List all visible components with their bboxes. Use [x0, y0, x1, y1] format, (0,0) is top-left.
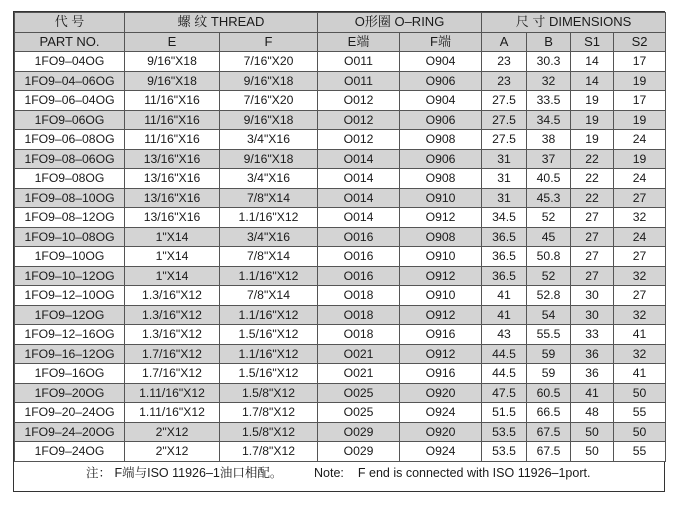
- cell-oring-f: O912: [400, 266, 482, 286]
- header-thread-e: E: [125, 32, 220, 52]
- cell-oring-f: O924: [400, 442, 482, 462]
- cell-oring-e: O025: [318, 383, 400, 403]
- table-row: [15, 325, 666, 345]
- cell-oring-f: O908: [400, 130, 482, 150]
- cell-thread-e: 13/16"X16: [125, 149, 220, 169]
- cell-thread-f: 1.5/16"X12: [220, 364, 318, 384]
- cell-part-no: 1FO9–04OG: [15, 52, 125, 72]
- cell-dim-s1: 14: [571, 71, 614, 91]
- table-row: [15, 266, 666, 286]
- cell-dim-b: 33.5: [527, 91, 571, 111]
- cell-part-no: 1FO9–08–12OG: [15, 208, 125, 228]
- cell-thread-f: 7/16"X20: [220, 52, 318, 72]
- cell-part-no: 1FO9–16OG: [15, 364, 125, 384]
- cell-dim-a: 36.5: [482, 227, 527, 247]
- cell-dim-b: 59: [527, 364, 571, 384]
- cell-dim-a: 36.5: [482, 247, 527, 267]
- cell-oring-f: O908: [400, 169, 482, 189]
- cell-thread-f: 7/16"X20: [220, 91, 318, 111]
- cell-dim-a: 44.5: [482, 364, 527, 384]
- cell-thread-f: 1.1/16"X12: [220, 266, 318, 286]
- cell-thread-e: 1.3/16"X12: [125, 325, 220, 345]
- cell-dim-b: 50.8: [527, 247, 571, 267]
- cell-thread-f: 1.1/16"X12: [220, 344, 318, 364]
- cell-oring-f: O906: [400, 71, 482, 91]
- cell-oring-e: O021: [318, 364, 400, 384]
- table-header: [15, 13, 666, 52]
- cell-thread-f: 1.5/16"X12: [220, 325, 318, 345]
- cell-dim-b: 45.3: [527, 188, 571, 208]
- cell-dim-b: 54: [527, 305, 571, 325]
- cell-thread-f: 1.7/8"X12: [220, 403, 318, 423]
- cell-part-no: 1FO9–12OG: [15, 305, 125, 325]
- table-body: [15, 52, 666, 462]
- cell-dim-a: 27.5: [482, 110, 527, 130]
- cell-oring-f: O916: [400, 325, 482, 345]
- cell-oring-f: O904: [400, 91, 482, 111]
- cell-dim-a: 23: [482, 52, 527, 72]
- cell-dim-a: 31: [482, 169, 527, 189]
- cell-dim-a: 31: [482, 149, 527, 169]
- cell-thread-f: 1.5/8"X12: [220, 383, 318, 403]
- header-part-no: PART NO.: [15, 32, 125, 52]
- cell-thread-f: 7/8"X14: [220, 188, 318, 208]
- cell-part-no: 1FO9–10–08OG: [15, 227, 125, 247]
- header-row-2: [15, 32, 666, 52]
- cell-dim-s1: 48: [571, 403, 614, 423]
- cell-thread-f: 7/8"X14: [220, 247, 318, 267]
- footnote-chinese: 注： F端与ISO 11926–1油口相配。: [86, 466, 283, 480]
- table-row: [15, 305, 666, 325]
- cell-dim-s1: 27: [571, 227, 614, 247]
- cell-dim-s2: 19: [614, 149, 666, 169]
- cell-dim-a: 53.5: [482, 442, 527, 462]
- cell-dim-s1: 22: [571, 149, 614, 169]
- cell-thread-e: 13/16"X16: [125, 188, 220, 208]
- header-dim-s1: S1: [571, 32, 614, 52]
- cell-dim-s1: 19: [571, 130, 614, 150]
- cell-thread-f: 3/4"X16: [220, 130, 318, 150]
- cell-thread-f: 1.1/16"X12: [220, 208, 318, 228]
- cell-part-no: 1FO9–08–10OG: [15, 188, 125, 208]
- cell-dim-b: 37: [527, 149, 571, 169]
- cell-dim-b: 66.5: [527, 403, 571, 423]
- cell-dim-s2: 24: [614, 169, 666, 189]
- cell-dim-s1: 41: [571, 383, 614, 403]
- header-dim-s2: S2: [614, 32, 666, 52]
- cell-part-no: 1FO9–08OG: [15, 169, 125, 189]
- cell-oring-f: O904: [400, 52, 482, 72]
- header-dimensions: 尺 寸 DIMENSIONS: [482, 13, 666, 33]
- cell-part-no: 1FO9–08–06OG: [15, 149, 125, 169]
- cell-thread-e: 1.3/16"X12: [125, 305, 220, 325]
- cell-oring-f: O912: [400, 344, 482, 364]
- cell-dim-b: 32: [527, 71, 571, 91]
- cell-dim-a: 53.5: [482, 422, 527, 442]
- cell-dim-s2: 32: [614, 344, 666, 364]
- table-row: [15, 344, 666, 364]
- cell-dim-b: 30.3: [527, 52, 571, 72]
- cell-dim-a: 51.5: [482, 403, 527, 423]
- cell-dim-s2: 50: [614, 422, 666, 442]
- cell-thread-f: 3/4"X16: [220, 227, 318, 247]
- cell-thread-f: 1.5/8"X12: [220, 422, 318, 442]
- cell-thread-e: 11/16"X16: [125, 91, 220, 111]
- header-row-1: [15, 13, 666, 33]
- cell-oring-f: O910: [400, 247, 482, 267]
- cell-dim-s2: 27: [614, 286, 666, 306]
- cell-dim-s2: 19: [614, 71, 666, 91]
- table-row: [15, 169, 666, 189]
- cell-dim-s1: 27: [571, 247, 614, 267]
- cell-part-no: 1FO9–12–16OG: [15, 325, 125, 345]
- cell-dim-b: 52: [527, 266, 571, 286]
- cell-dim-s1: 27: [571, 208, 614, 228]
- table-row: [15, 149, 666, 169]
- cell-thread-e: 11/16"X16: [125, 110, 220, 130]
- cell-dim-b: 52: [527, 208, 571, 228]
- header-oring-e: E端: [318, 32, 400, 52]
- cell-dim-b: 67.5: [527, 422, 571, 442]
- cell-dim-s2: 24: [614, 130, 666, 150]
- cell-dim-s2: 41: [614, 364, 666, 384]
- cell-dim-a: 41: [482, 305, 527, 325]
- cell-part-no: 1FO9–06OG: [15, 110, 125, 130]
- cell-dim-a: 31: [482, 188, 527, 208]
- cell-thread-e: 13/16"X16: [125, 208, 220, 228]
- header-oring: O形圈 O–RING: [318, 13, 482, 33]
- cell-dim-s1: 30: [571, 286, 614, 306]
- header-part-code: 代 号: [15, 13, 125, 33]
- cell-thread-e: 2"X12: [125, 422, 220, 442]
- cell-oring-e: O011: [318, 52, 400, 72]
- cell-part-no: 1FO9–06–08OG: [15, 130, 125, 150]
- cell-dim-s1: 19: [571, 110, 614, 130]
- cell-dim-s1: 30: [571, 305, 614, 325]
- cell-dim-s2: 17: [614, 91, 666, 111]
- cell-dim-a: 27.5: [482, 91, 527, 111]
- cell-oring-e: O021: [318, 344, 400, 364]
- cell-dim-b: 67.5: [527, 442, 571, 462]
- cell-oring-f: O910: [400, 286, 482, 306]
- cell-oring-e: O011: [318, 71, 400, 91]
- header-oring-f: F端: [400, 32, 482, 52]
- footnote-text: F end is connected with ISO 11926–1port.: [357, 466, 591, 480]
- cell-dim-s1: 22: [571, 188, 614, 208]
- cell-part-no: 1FO9–10OG: [15, 247, 125, 267]
- cell-oring-f: O906: [400, 149, 482, 169]
- cell-dim-s2: 24: [614, 227, 666, 247]
- table-row: [15, 188, 666, 208]
- cell-dim-a: 43: [482, 325, 527, 345]
- cell-oring-e: O014: [318, 188, 400, 208]
- table-row: [15, 52, 666, 72]
- table-row: [15, 364, 666, 384]
- cell-thread-e: 9/16"X18: [125, 52, 220, 72]
- cell-dim-b: 40.5: [527, 169, 571, 189]
- cell-thread-e: 1.11/16"X12: [125, 403, 220, 423]
- cell-thread-e: 13/16"X16: [125, 169, 220, 189]
- cell-dim-a: 41: [482, 286, 527, 306]
- cell-oring-e: O029: [318, 442, 400, 462]
- table-row: [15, 247, 666, 267]
- cell-dim-s2: 27: [614, 188, 666, 208]
- cell-oring-e: O025: [318, 403, 400, 423]
- cell-dim-a: 23: [482, 71, 527, 91]
- cell-thread-e: 1.3/16"X12: [125, 286, 220, 306]
- cell-oring-f: O924: [400, 403, 482, 423]
- cell-dim-b: 34.5: [527, 110, 571, 130]
- cell-thread-e: 1.7/16"X12: [125, 344, 220, 364]
- cell-thread-f: 1.1/16"X12: [220, 305, 318, 325]
- cell-dim-s2: 41: [614, 325, 666, 345]
- cell-dim-b: 52.8: [527, 286, 571, 306]
- cell-dim-s2: 27: [614, 247, 666, 267]
- cell-thread-e: 9/16"X18: [125, 71, 220, 91]
- cell-part-no: 1FO9–24–20OG: [15, 422, 125, 442]
- cell-oring-e: O018: [318, 305, 400, 325]
- cell-dim-s1: 50: [571, 442, 614, 462]
- cell-thread-e: 1"X14: [125, 247, 220, 267]
- cell-part-no: 1FO9–12–10OG: [15, 286, 125, 306]
- table-row: [15, 110, 666, 130]
- cell-thread-f: 9/16"X18: [220, 110, 318, 130]
- cell-dim-a: 27.5: [482, 130, 527, 150]
- header-dim-b: B: [527, 32, 571, 52]
- footnote-english: [314, 455, 590, 491]
- cell-dim-b: 38: [527, 130, 571, 150]
- cell-oring-f: O908: [400, 227, 482, 247]
- cell-dim-s1: 22: [571, 169, 614, 189]
- cell-oring-e: O014: [318, 208, 400, 228]
- cell-thread-f: 3/4"X16: [220, 169, 318, 189]
- cell-dim-s1: 27: [571, 266, 614, 286]
- cell-oring-f: O912: [400, 208, 482, 228]
- cell-part-no: 1FO9–04–06OG: [15, 71, 125, 91]
- footnote: [14, 455, 665, 491]
- table-row: [15, 227, 666, 247]
- cell-thread-f: 9/16"X18: [220, 149, 318, 169]
- cell-dim-a: 36.5: [482, 266, 527, 286]
- cell-oring-e: O029: [318, 422, 400, 442]
- cell-thread-f: 7/8"X14: [220, 286, 318, 306]
- cell-dim-s1: 33: [571, 325, 614, 345]
- cell-dim-a: 34.5: [482, 208, 527, 228]
- table-row: [15, 208, 666, 228]
- cell-thread-e: 1"X14: [125, 266, 220, 286]
- cell-oring-f: O906: [400, 110, 482, 130]
- cell-part-no: 1FO9–06–04OG: [15, 91, 125, 111]
- cell-oring-f: O920: [400, 422, 482, 442]
- cell-dim-b: 55.5: [527, 325, 571, 345]
- cell-oring-e: O016: [318, 247, 400, 267]
- table-row: [15, 383, 666, 403]
- cell-thread-f: 9/16"X18: [220, 71, 318, 91]
- header-thread: 螺 纹 THREAD: [125, 13, 318, 33]
- table-row: [15, 71, 666, 91]
- cell-dim-s1: 50: [571, 422, 614, 442]
- cell-part-no: 1FO9–10–12OG: [15, 266, 125, 286]
- cell-thread-e: 2"X12: [125, 442, 220, 462]
- cell-thread-e: 11/16"X16: [125, 130, 220, 150]
- cell-dim-s2: 19: [614, 110, 666, 130]
- cell-dim-s2: 32: [614, 305, 666, 325]
- cell-oring-e: O016: [318, 227, 400, 247]
- cell-dim-s1: 19: [571, 91, 614, 111]
- cell-oring-f: O910: [400, 188, 482, 208]
- cell-thread-e: 1.7/16"X12: [125, 364, 220, 384]
- cell-oring-e: O014: [318, 169, 400, 189]
- cell-dim-b: 45: [527, 227, 571, 247]
- cell-dim-s1: 36: [571, 364, 614, 384]
- cell-dim-s2: 55: [614, 403, 666, 423]
- cell-oring-e: O018: [318, 286, 400, 306]
- table-row: [15, 403, 666, 423]
- cell-dim-a: 47.5: [482, 383, 527, 403]
- cell-oring-e: O012: [318, 110, 400, 130]
- table-row: [15, 422, 666, 442]
- cell-thread-f: 1.7/8"X12: [220, 442, 318, 462]
- cell-thread-e: 1"X14: [125, 227, 220, 247]
- cell-part-no: 1FO9–20–24OG: [15, 403, 125, 423]
- cell-dim-s1: 14: [571, 52, 614, 72]
- cell-dim-s2: 55: [614, 442, 666, 462]
- cell-dim-b: 60.5: [527, 383, 571, 403]
- cell-dim-a: 44.5: [482, 344, 527, 364]
- cell-oring-e: O018: [318, 325, 400, 345]
- table-row: [15, 286, 666, 306]
- cell-part-no: 1FO9–24OG: [15, 442, 125, 462]
- cell-oring-e: O016: [318, 266, 400, 286]
- footnote-label: Note:: [314, 466, 344, 480]
- cell-part-no: 1FO9–16–12OG: [15, 344, 125, 364]
- cell-dim-s2: 32: [614, 208, 666, 228]
- cell-dim-s2: 17: [614, 52, 666, 72]
- table-row: [15, 130, 666, 150]
- cell-thread-e: 1.11/16"X12: [125, 383, 220, 403]
- cell-dim-s2: 32: [614, 266, 666, 286]
- cell-oring-e: O012: [318, 130, 400, 150]
- header-dim-a: A: [482, 32, 527, 52]
- cell-oring-f: O920: [400, 383, 482, 403]
- cell-dim-b: 59: [527, 344, 571, 364]
- specification-table-frame: [13, 11, 665, 492]
- cell-oring-e: O012: [318, 91, 400, 111]
- specification-table: [14, 12, 666, 462]
- header-thread-f: F: [220, 32, 318, 52]
- cell-part-no: 1FO9–20OG: [15, 383, 125, 403]
- cell-oring-f: O916: [400, 364, 482, 384]
- cell-oring-f: O912: [400, 305, 482, 325]
- cell-dim-s1: 36: [571, 344, 614, 364]
- table-row: [15, 91, 666, 111]
- cell-dim-s2: 50: [614, 383, 666, 403]
- cell-oring-e: O014: [318, 149, 400, 169]
